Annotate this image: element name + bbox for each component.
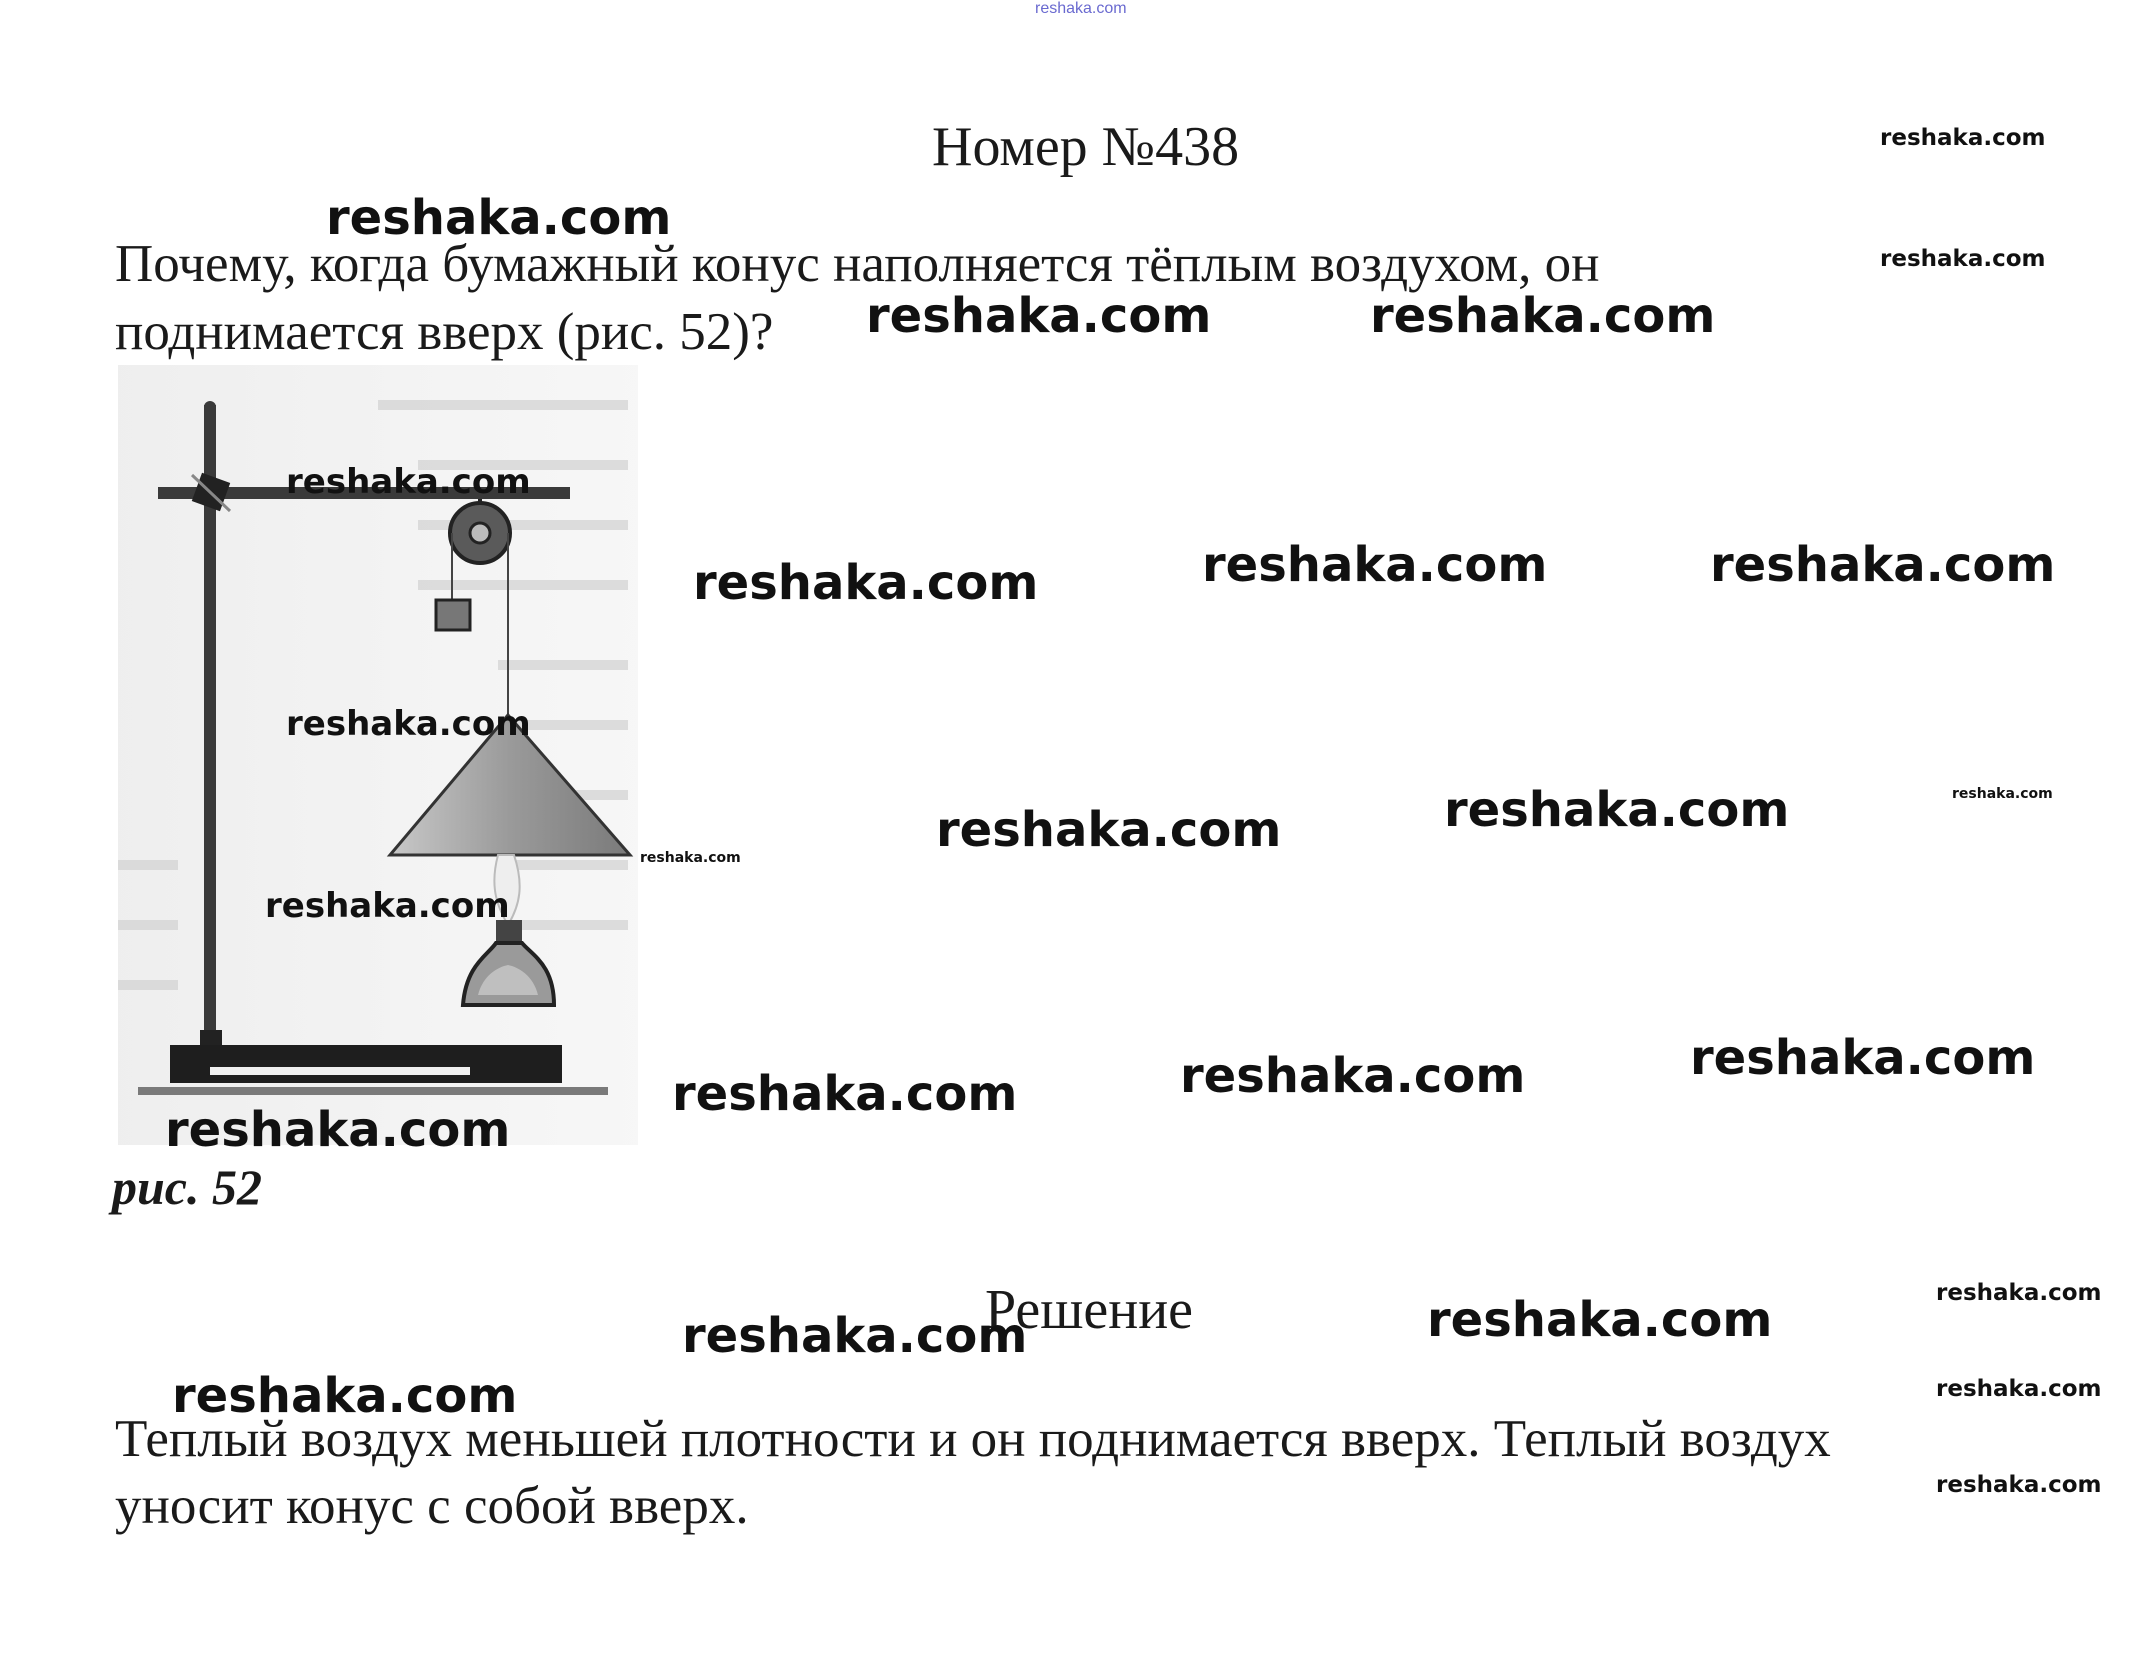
figure-caption: рис. 52 (112, 1159, 262, 1215)
question-line-2: поднимается вверх (рис. 52)? (115, 303, 774, 361)
watermark: reshaka.com (693, 555, 1039, 611)
watermark: reshaka.com (326, 190, 672, 246)
page-title: Номер №438 (932, 116, 1240, 178)
watermark: reshaka.com (172, 1368, 518, 1424)
question-line-1: Почему, когда бумажный конус наполняется тёплым воздухом, он (115, 235, 1600, 293)
site-link[interactable]: reshaka.com (1035, 0, 1127, 17)
watermark: reshaka.com (1936, 1376, 2102, 1402)
solution-line-2: уносит конус с собой вверх. (115, 1477, 749, 1535)
watermark: reshaka.com (1936, 1472, 2102, 1498)
watermark: reshaka.com (1880, 246, 2046, 272)
watermark: reshaka.com (682, 1308, 1028, 1364)
watermark: reshaka.com (1370, 288, 1716, 344)
watermark: reshaka.com (1180, 1048, 1526, 1104)
watermark: reshaka.com (1202, 537, 1548, 593)
watermark: reshaka.com (165, 1102, 511, 1158)
watermark: reshaka.com (286, 704, 531, 744)
watermark: reshaka.com (1880, 125, 2046, 151)
watermark: reshaka.com (866, 288, 1212, 344)
watermark: reshaka.com (640, 850, 741, 866)
watermark: reshaka.com (265, 886, 510, 926)
watermark: reshaka.com (1952, 786, 2053, 802)
watermark: reshaka.com (936, 802, 1282, 858)
watermark: reshaka.com (1936, 1280, 2102, 1306)
solution-line-1: Теплый воздух меньшей плотности и он поднимается вверх. Теплый воздух (115, 1410, 1831, 1468)
watermark: reshaka.com (1710, 537, 2056, 593)
solution-heading: Решение (985, 1279, 1194, 1341)
watermark: reshaka.com (1690, 1030, 2036, 1086)
watermark: reshaka.com (672, 1066, 1018, 1122)
watermark: reshaka.com (1444, 782, 1790, 838)
watermark: reshaka.com (286, 462, 531, 502)
watermark: reshaka.com (1427, 1292, 1773, 1348)
